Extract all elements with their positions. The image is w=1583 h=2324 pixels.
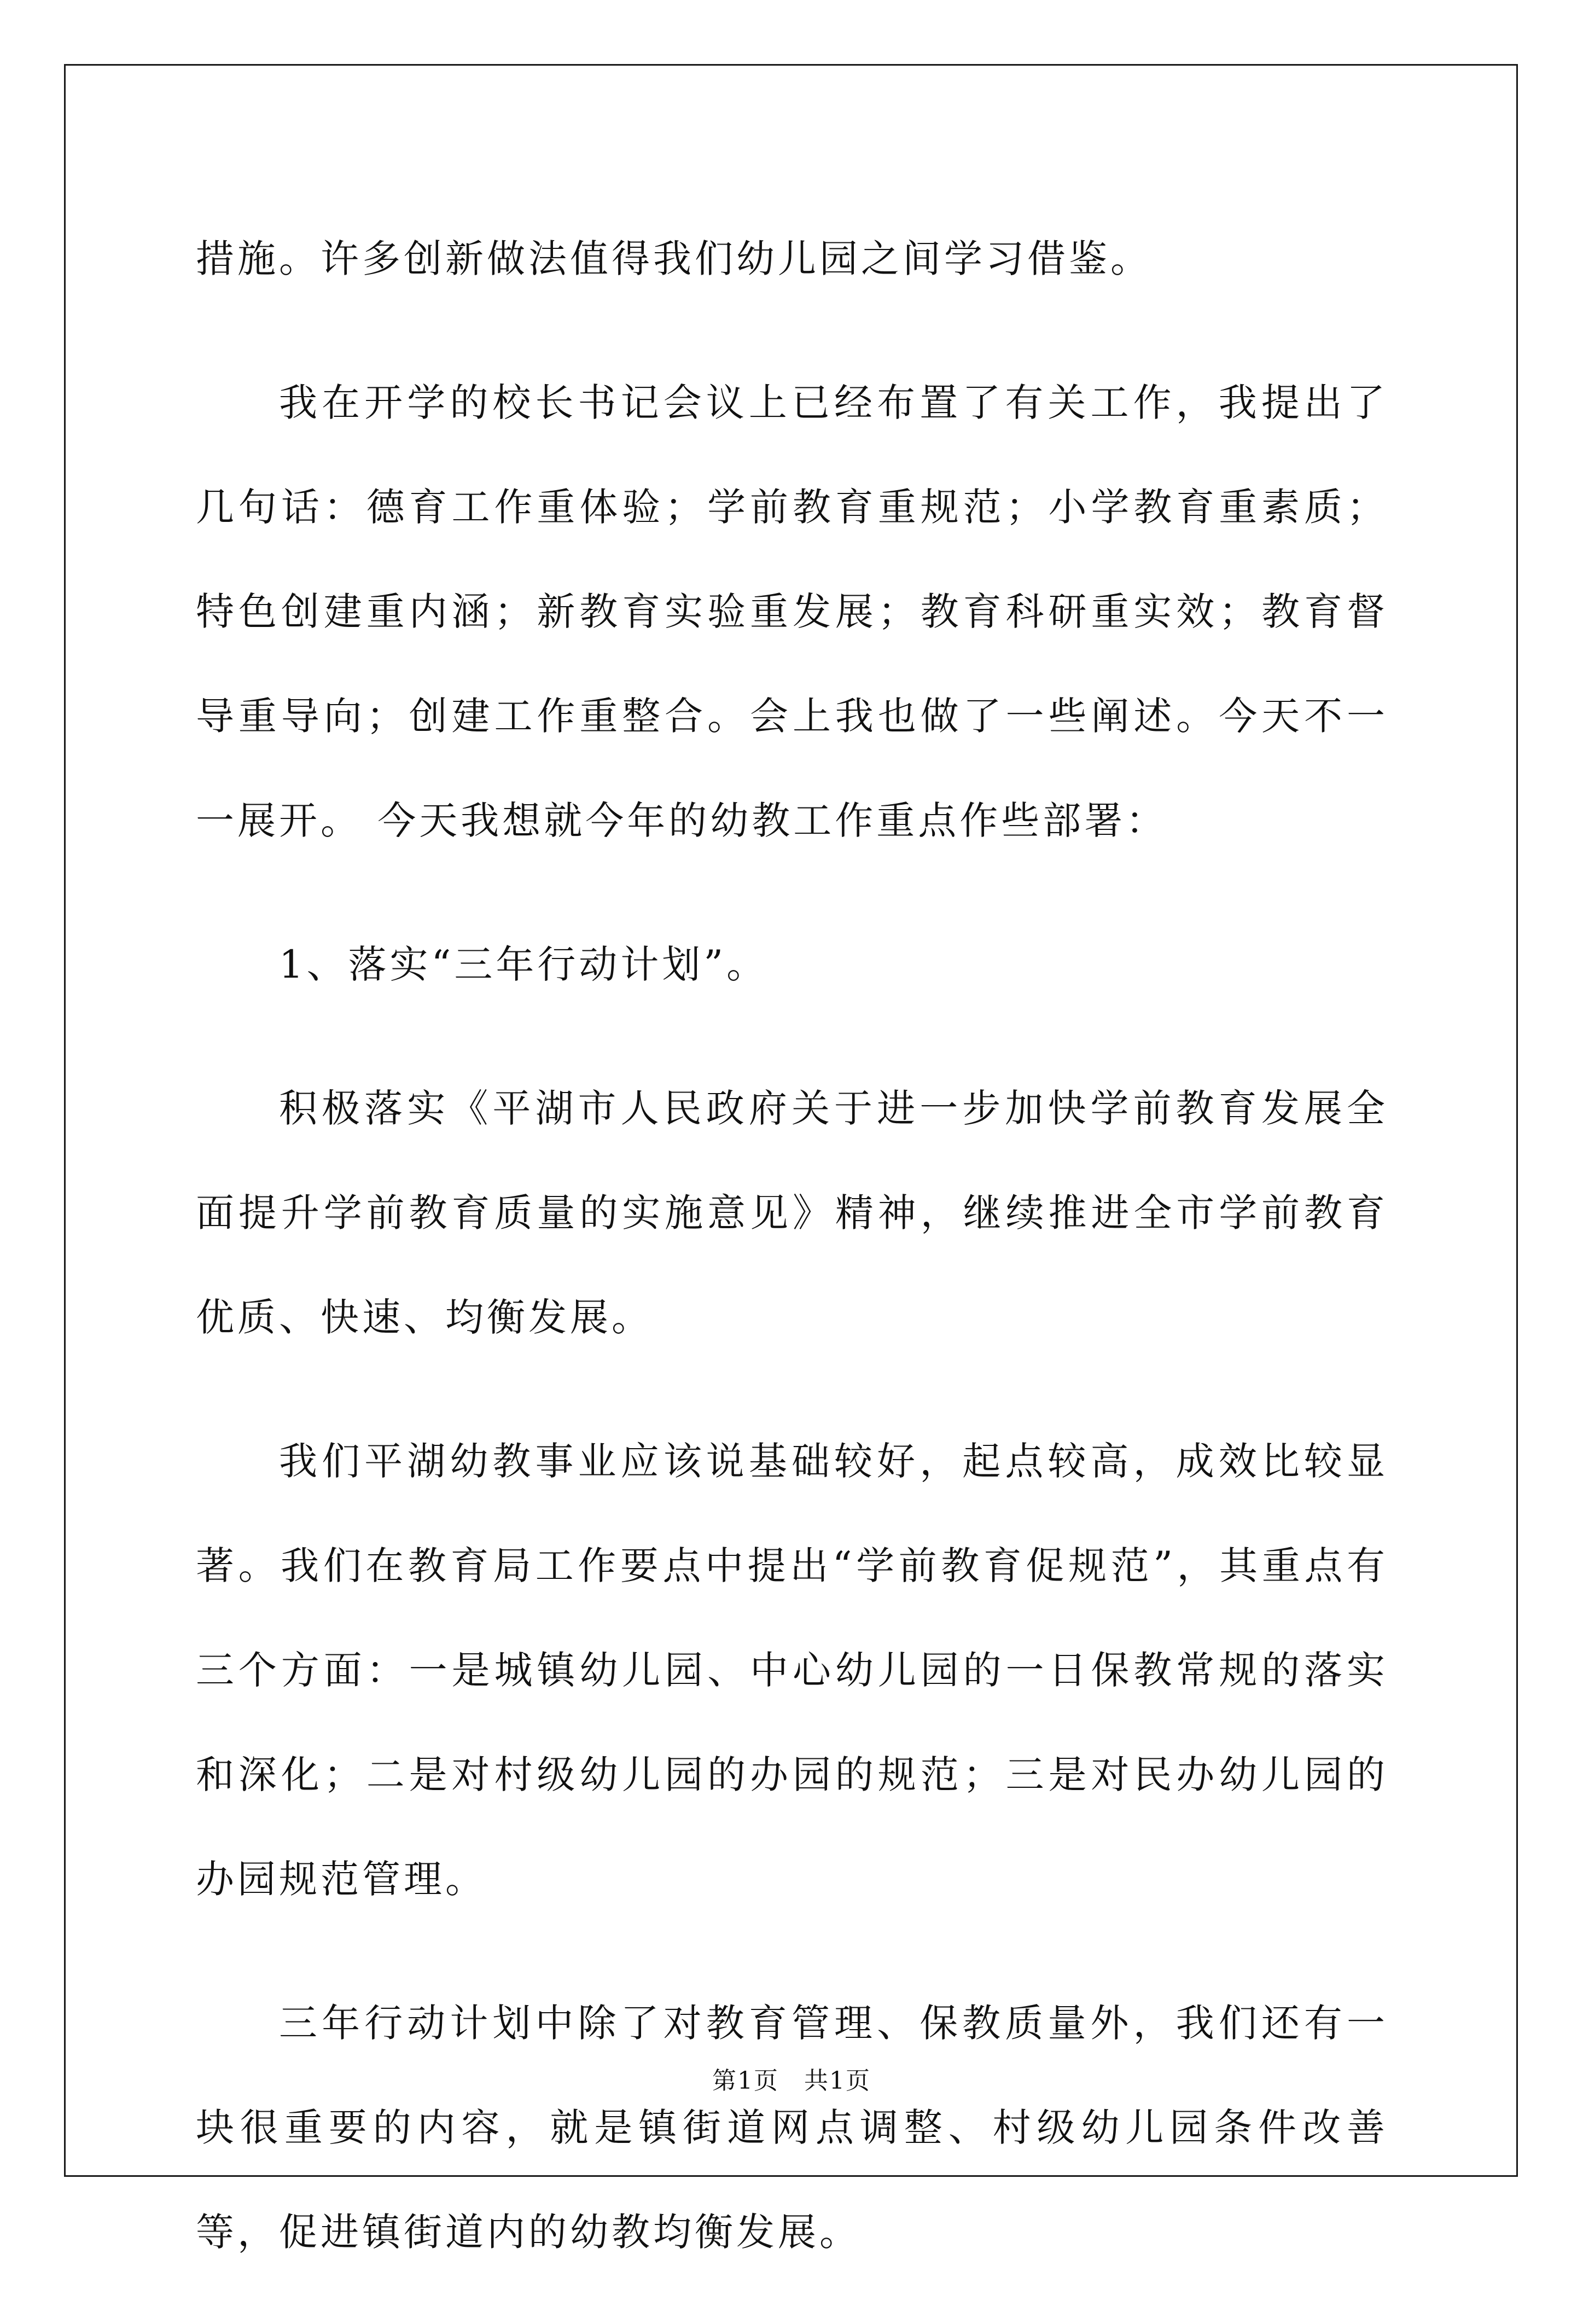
paragraph-6: 三年行动计划中除了对教育管理、保教质量外，我们还有一块很重要的内容，就是镇街道网点调整、村级幼儿园条件改善等，促进镇街道内的幼教均衡发展。	[196, 2001, 1388, 2255]
document-body	[196, 207, 1388, 2324]
page-footer: 第1页 共1页	[712, 2067, 871, 2095]
paragraph-4: 积极落实《平湖市人民政府关于进一步加快学前教育发展全面提升学前教育质量的实施意见》精神，继续推进全市学前教育优质、快速、均衡发展。	[196, 1086, 1388, 1340]
paragraph-3: 1、落实“三年行动计划”。	[279, 942, 769, 987]
paragraph-5: 我们平湖幼教事业应该说基础较好，起点较高，成效比较显著。我们在教育局工作要点中提出“学前教育促规范”，其重点有三个方面：一是城镇幼儿园、中心幼儿园的一日保教常规的落实和深化；二是对村级幼儿园的办园的规范；三是对民办幼儿园的办园规范管理。	[196, 1439, 1388, 1902]
paragraph-2: 我在开学的校长书记会议上已经布置了有关工作，我提出了几句话：德育工作重体验；学前教育重规范；小学教育重素质；特色创建重内涵；新教育实验重发展；教育科研重实效；教育督导重导向；创建工作重整合。会上我也做了一些阐述。今天不一一展开。 今天我想就今年的幼教工作重点作些部署：	[196, 380, 1388, 843]
paragraph-1: 措施。许多创新做法值得我们幼儿园之间学习借鉴。	[196, 236, 1152, 281]
